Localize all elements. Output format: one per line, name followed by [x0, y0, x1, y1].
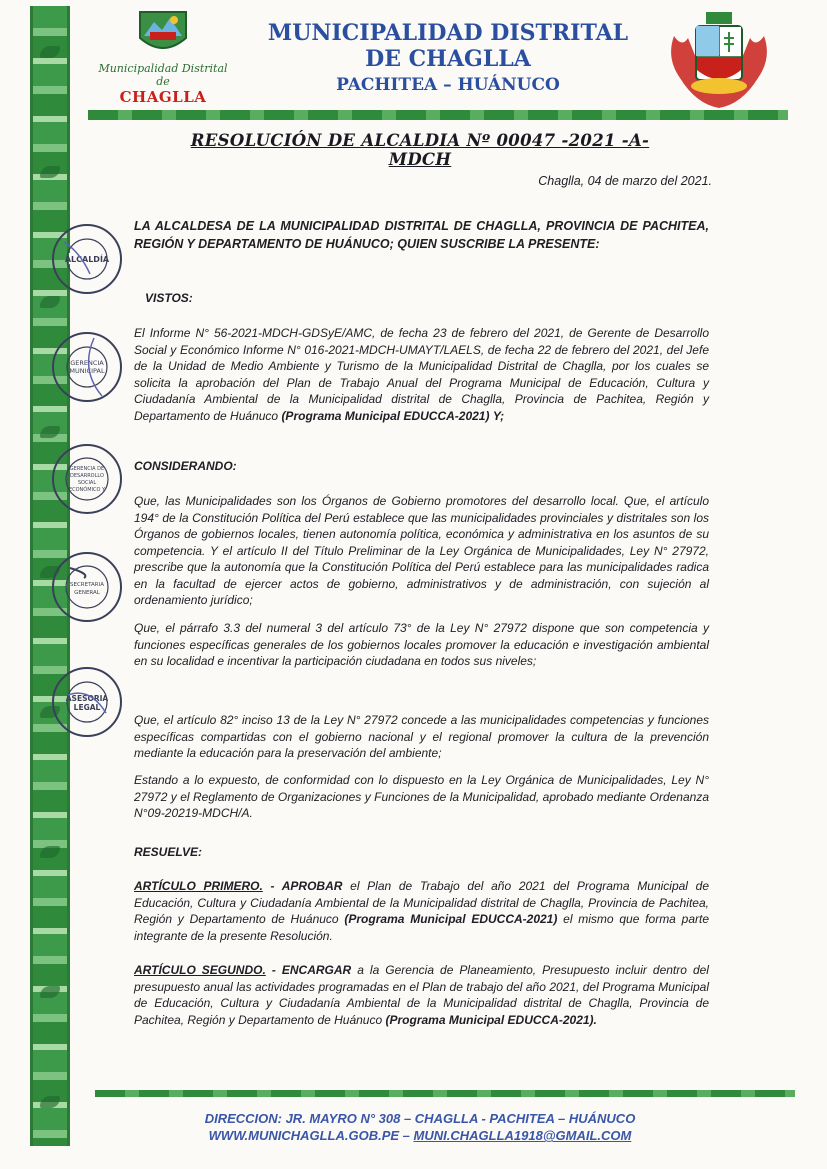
logo-caption: Municipalidad Distrital de [98, 62, 228, 88]
svg-text:GENERAL: GENERAL [74, 590, 100, 596]
leaf-icon [40, 166, 60, 178]
considerando-heading: CONSIDERANDO: [134, 459, 237, 473]
svg-text:GERENCIA: GERENCIA [70, 359, 104, 367]
considerando-paragraph-2: Que, el párrafo 3.3 del numeral 3 del artículo 73° de la Ley N° 27972 dispone que son competencia y funciones específicas generales de los gobiernos locales promover la educación e investigación ambiental en su localidad e incentivar la participación ciudadana en todos sus niveles; [134, 621, 709, 668]
article-first [134, 878, 709, 944]
resuelve-heading: RESUELVE: [134, 845, 203, 859]
svg-text:MUNICIPAL: MUNICIPAL [69, 367, 105, 375]
letterhead-title [248, 20, 648, 98]
title-line-3: PACHITEA – HUÁNUCO [336, 75, 560, 95]
leaf-icon [40, 986, 60, 998]
footer-address: DIRECCION: JR. MAYRO N° 308 – CHAGLLA - PACHITEA – HUÁNUCO [204, 1111, 636, 1126]
svg-text:ASESORIA: ASESORIA [65, 694, 109, 703]
resolution-title: RESOLUCIÓN DE ALCALDIA Nº 00047 -2021 -A-MDCH [190, 131, 650, 169]
article-first-action: - APROBAR [270, 879, 343, 893]
considerando-paragraph-4: Estando a lo expuesto, de conformidad con lo dispuesto en la Ley Orgánica de Municipalidades, Ley N° 27972 y el Reglamento de Organizaciones y Funciones de la Municipalidad, aprobado mediante Ordenanza N°09-20219-MDCH/A. [134, 773, 709, 820]
leaf-icon [40, 1096, 60, 1108]
gerencia-municipal-seal-icon [50, 330, 124, 404]
svg-text:ECONÓMICO Y: ECONÓMICO Y [68, 487, 106, 493]
article-first-program: (Programa Municipal EDUCCA-2021) [344, 912, 558, 926]
leaf-icon [40, 46, 60, 58]
letterhead [88, 8, 788, 108]
secretaria-general-seal-icon [50, 550, 124, 624]
leaf-icon [40, 296, 60, 308]
svg-text:ALCALDÍA: ALCALDÍA [64, 255, 110, 264]
svg-text:DESARROLLO: DESARROLLO [70, 473, 104, 479]
article-second-action: - ENCARGAR [271, 963, 352, 977]
svg-text:SOCIAL: SOCIAL [77, 480, 97, 486]
svg-text:SECRETARIA: SECRETARIA [69, 582, 105, 588]
svg-text:LEGAL: LEGAL [73, 703, 101, 712]
svg-text:GERENCIA DE: GERENCIA DE [69, 466, 105, 472]
article-second-label: ARTÍCULO SEGUNDO. [134, 963, 266, 977]
footer-website[interactable]: WWW.MUNICHAGLLA.GOB.PE – [208, 1128, 410, 1143]
vistos-program-name: (Programa Municipal EDUCCA-2021) [281, 408, 490, 423]
article-second [134, 962, 709, 1028]
article-first-tail: el mismo que forma parte integrante de la presente Resolución. [134, 912, 709, 943]
gerencia-desarrollo-seal-icon [50, 442, 124, 516]
municipal-emblem-icon [136, 8, 190, 56]
article-first-text: el Plan de Trabajo del año 2021 del Programa Municipal de Educación, Cultura y Ciudadanía Ambiental de la Municipalidad distrital de Chaglla, Provincia de Pachitea, Región y Departamento de Huánuco [134, 879, 710, 926]
footer-contact [120, 1127, 720, 1144]
article-second-text: a la Gerencia de Planeamiento, Presupuesto incluir dentro del presupuesto anual las actividades programadas en el Plan de trabajo del año 2021, del Programa Municipal de Educación, Cultura y Ciudadanía Ambiental de la Municipalidad distrital de Chaglla, Provincia de Pachitea, Región y Departamento de Huánuco [134, 963, 709, 1027]
article-first-label: ARTÍCULO PRIMERO. [134, 879, 263, 893]
vistos-text: El Informe N° 56-2021-MDCH-GDSyE/AMC, de fecha 23 de febrero del 2021, de Gerente de Desarrollo Social y Económico Informe N° 016-2021-MDCH-UMAYT/LAELS, de fecha 22 de febrero del 2021, del Jefe de la Unidad de Medio Ambiente y Turismo de la Municipalidad Distrital de Chaglla, por los cuales se solicita la aprobación del Plan de Trabajo Anual del Programa Municipal de Educación, Cultura y Ciudadanía Ambiental de la Municipalidad distrital de Chaglla, Provincia de Pachitea, Región y Departamento de Huánuco [134, 326, 709, 423]
asesoria-legal-seal-icon [50, 665, 124, 739]
leaf-icon [40, 426, 60, 438]
footer [120, 1110, 720, 1144]
vistos-heading: VISTOS: [145, 291, 193, 305]
intro-paragraph: LA ALCALDESA DE LA MUNICIPALIDAD DISTRITAL DE CHAGLLA, PROVINCIA DE PACHITEA, REGIÓN Y DEPARTAMENTO DE HUÁNUCO; QUIEN SUSCRIBE LA PRESENTE: [134, 219, 709, 251]
document-date: Chaglla, 04 de marzo del 2021. [538, 174, 712, 188]
title-line-2: DE CHAGLLA [365, 46, 531, 72]
alcaldia-seal-icon [50, 222, 124, 296]
title-line-1: MUNICIPALIDAD DISTRITAL [267, 20, 629, 46]
vistos-tail: Y; [492, 408, 505, 423]
national-coat-of-arms-icon [666, 8, 772, 112]
vistos-paragraph [134, 325, 709, 424]
footer-email[interactable]: MUNI.CHAGLLA1918@GMAIL.COM [413, 1128, 632, 1143]
logo-caption-name: CHAGLLA [119, 88, 207, 106]
article-second-program: (Programa Municipal EDUCCA-2021). [385, 1012, 597, 1027]
municipality-logo [94, 8, 232, 108]
header-divider [88, 110, 788, 120]
leaf-icon [40, 846, 60, 858]
footer-divider [95, 1090, 795, 1097]
considerando-paragraph-1: Que, las Municipalidades son los Órganos de Gobierno promotores del desarrollo local. Que, el artículo 194° de la Constitución Política del Perú establece que las municipalidades provinciales y distritales son los Órganos de gobiernos locales, tienen autonomía política, económica y administrativa en los asuntos de su competencia. Y el artículo II del Título Preliminar de la Ley Orgánica de Municipalidades, Ley N° 27972, prescribe que la autonomía que la Constitución Política del Perú establece para las municipalidades radica en la facultad de ejercer actos de gobierno, administrativos y de administración, con sujeción al ordenamiento jurídico; [134, 494, 709, 607]
considerando-paragraph-3: Que, el artículo 82° inciso 13 de la Ley N° 27972 concede a las municipalidades competencias y funciones específicas compartidas con el gobierno nacional y el regional promover la cultura de la prevención mediante la educación para la preservación del ambiente; [134, 713, 709, 760]
